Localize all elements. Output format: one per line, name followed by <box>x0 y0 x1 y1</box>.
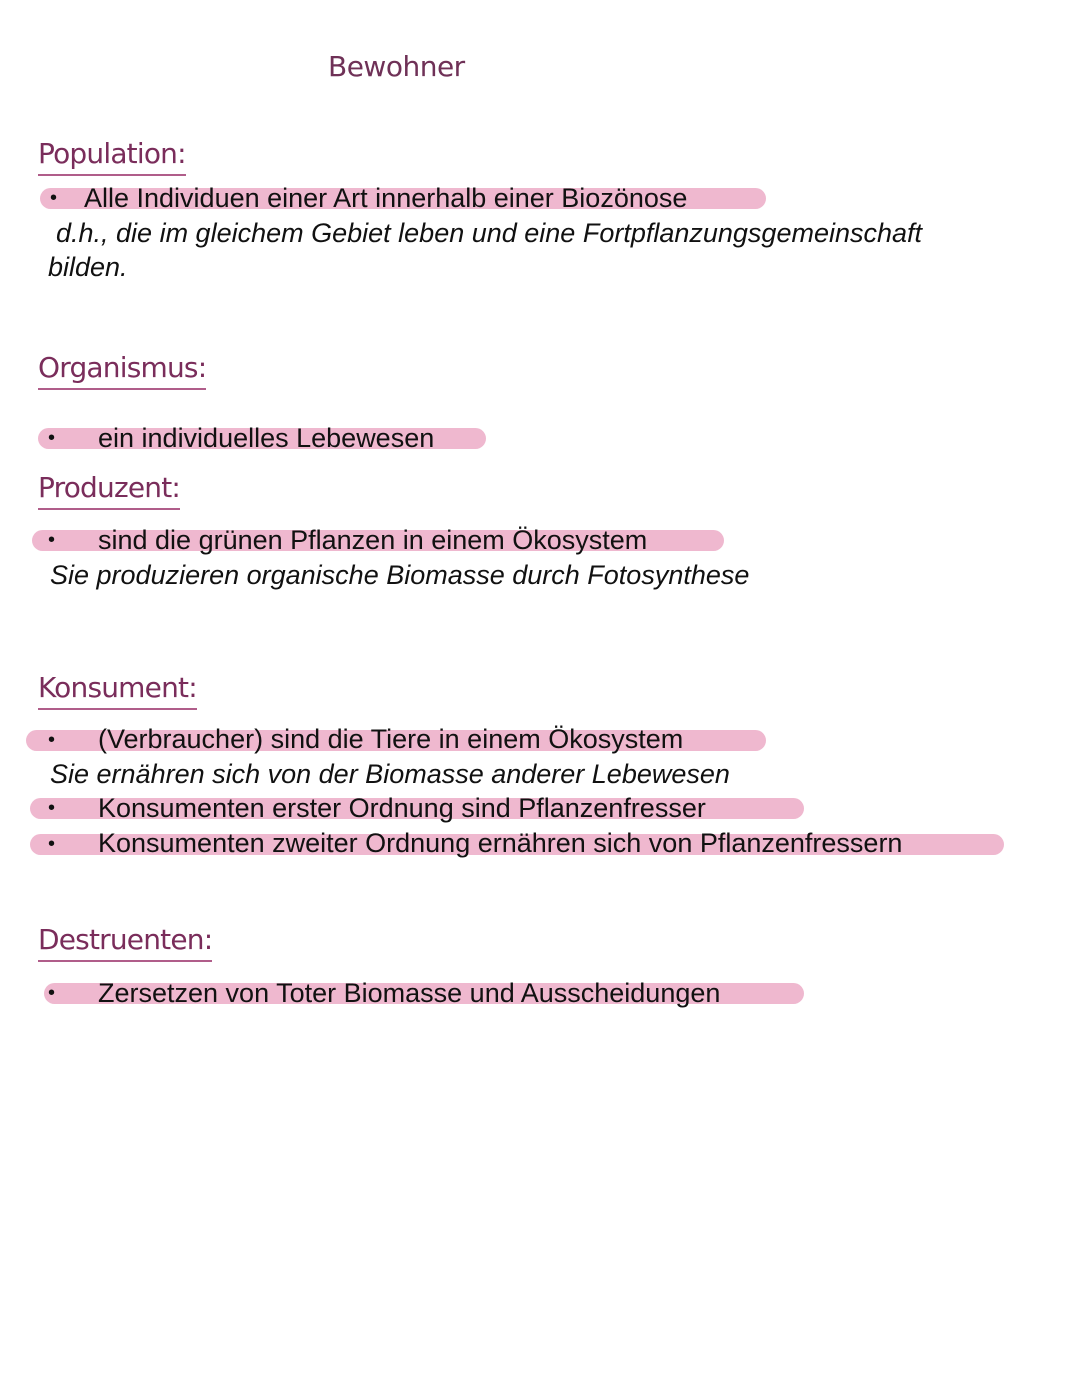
population-bullet: Alle Individuen einer Art innerhalb einer Biozönose <box>84 183 688 213</box>
population-note-line2: bilden. <box>48 252 128 282</box>
bullet-dot: • <box>48 982 56 1004</box>
konsument-bullet-2: Konsumenten erster Ordnung sind Pflanzenfresser <box>98 793 706 823</box>
organismus-bullet: ein individuelles Lebewesen <box>98 423 435 453</box>
konsument-bullet-1: (Verbraucher) sind die Tiere in einem Ökosystem <box>98 724 684 754</box>
produzent-bullet: sind die grünen Pflanzen in einem Ökosystem <box>98 525 648 555</box>
bullet-dot: • <box>48 833 56 855</box>
heading-organismus: Organismus: <box>38 350 206 390</box>
population-note-line1: d.h., die im gleichem Gebiet leben und eine Fortpflanzungsgemeinschaft <box>56 218 923 248</box>
produzent-note: Sie produzieren organische Biomasse durch Fotosynthese <box>50 560 750 590</box>
konsument-bullet-3: Konsumenten zweiter Ordnung ernähren sich von Pflanzenfressern <box>98 828 903 858</box>
konsument-note: Sie ernähren sich von der Biomasse anderer Lebewesen <box>50 759 730 789</box>
page-title: Bewohner <box>328 50 465 83</box>
destruenten-bullet: Zersetzen von Toter Biomasse und Ausscheidungen <box>98 978 721 1008</box>
heading-konsument: Konsument: <box>38 670 197 710</box>
bullet-dot: • <box>48 797 56 819</box>
heading-population: Population: <box>38 136 186 176</box>
bullet-dot: • <box>48 529 56 551</box>
bullet-dot: • <box>48 729 56 751</box>
heading-destruenten: Destruenten: <box>38 922 212 962</box>
bullet-dot: • <box>50 187 58 209</box>
bullet-dot: • <box>48 427 56 449</box>
heading-produzent: Produzent: <box>38 470 180 510</box>
